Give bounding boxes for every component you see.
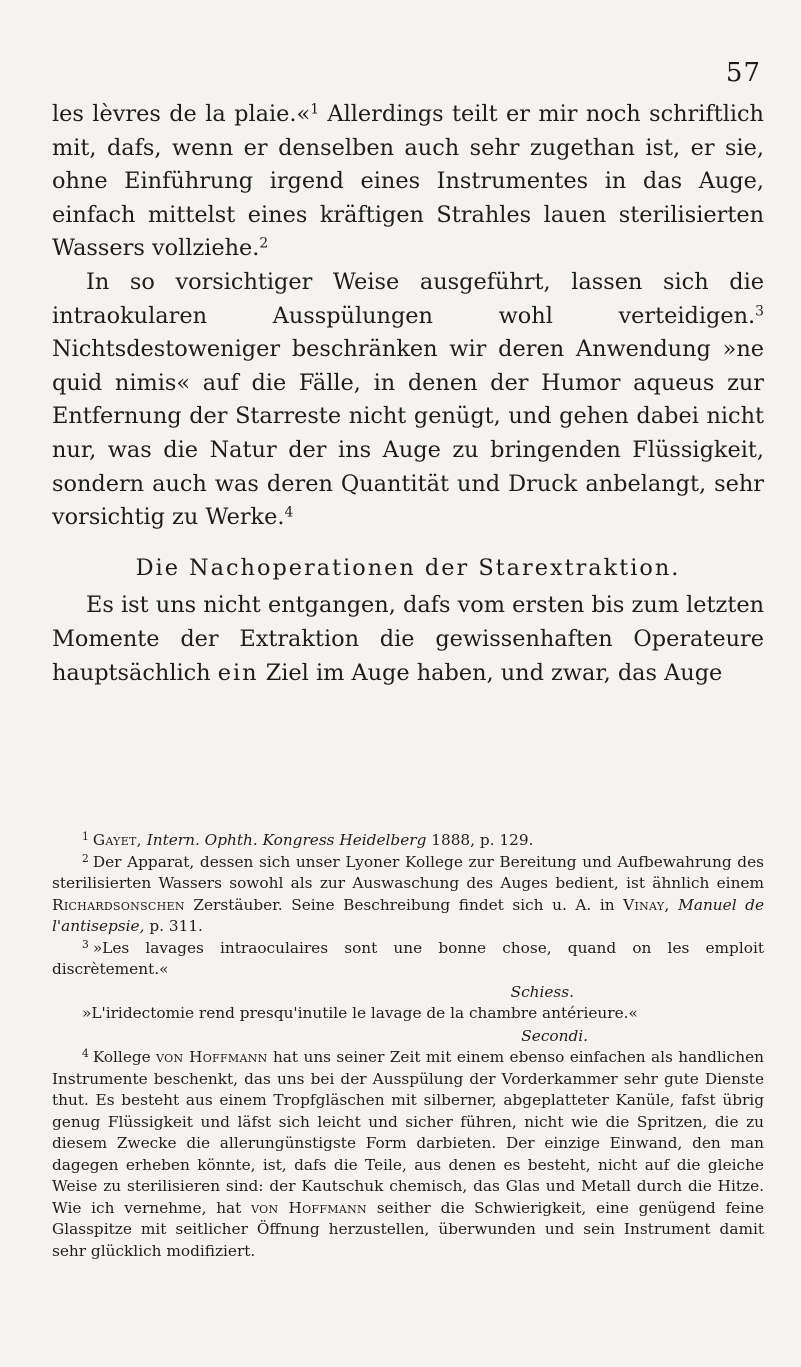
- section-heading: Die Nachoperationen der Starextraktion.: [135, 554, 681, 581]
- footnote-3-signature-1: Schiess.: [510, 982, 574, 1001]
- paragraph-1: les lèvres de la plaie.«$^1$ Allerdings teilt er mir noch schriftlich mit, dafs, wenn er denselben auch sehr zugethan ist, er sie, ohne Einführung irgend eines Instrumentes in das Auge, einfach mittelst eines kräftigen Strahles lauen sterilisierten Wassers vollziehe.$^2$: [52, 101, 764, 262]
- footnote-4: $^4$ Kollege von Hoffmann hat uns seiner Zeit mit einem ebenso einfachen als handlichen Instrumente beschenkt, das uns bei der Ausspülung der Vorderkammer sehr gute Dienste thut. Es besteht aus einem Tropfgläschen mit silberner, abgeplatteter Kanüle, fafst übrig genug Flüssigkeit und läfst sich leicht und sicher führen, nicht wie die Spritzen, die zu diesem Zwecke die allerungünstigste Form darbieten. Der einzige Einwand, den man dagegen erheben könnte, ist, dafs die Teile, aus denen es besteht, nicht auf die gleiche Weise zu sterilisieren sind: der Kautschuk chemisch, das Glas und Metall durch die Hitze. Wie ich vernehme, hat von Hoffmann seither die Schwierigkeit, eine genügend feine Glasspitze mit seitlicher Öffnung herzustellen, überwunden und sein Instrument damit sehr glücklich modifiziert.: [52, 1047, 764, 1260]
- main-text: [52, 98, 764, 690]
- paragraph-3: Es ist uns nicht entgangen, dafs vom ersten bis zum letzten Momente der Extraktion die gewissenhaften Operateure hauptsächlich ein Ziel im Auge haben, und zwar, das Auge: [52, 592, 764, 686]
- footnote-2: $^2$ Der Apparat, dessen sich unser Lyoner Kollege zur Bereitung und Aufbewahrung des sterilisierten Wassers sowohl als zur Auswaschung des Auges bedient, ist ähnlich einem Richardsonschen Zerstäuber. Seine Beschreibung findet sich u. A. in Vinay, Manuel de l'antisepsie, p. 311.: [52, 851, 764, 935]
- footnote-ref-2[interactable]: 2: [259, 235, 269, 252]
- footnote-ref-1[interactable]: 1: [310, 101, 320, 118]
- footnote-3-quote-2: »L'iridectomie rend presqu'inutile le lavage de la chambre antérieure.«: [82, 1004, 638, 1022]
- paragraph-2: In so vorsichtiger Weise ausgeführt, lassen sich die intraokularen Ausspülungen wohl verteidigen.$^3$ Nichtsdestoweniger beschränken wir deren Anwendung »ne quid nimis« auf die Fälle, in denen der Humor aqueus zur Entfernung der Starreste nicht genügt, und gehen dabei nicht nur, was die Natur der ins Auge zu bringenden Flüssigkeit, sondern auch was deren Quantität und Druck anbelangt, sehr vorsichtig zu Werke.$^4$: [52, 268, 764, 531]
- footnote-3: $^3$ »Les lavages intraoculaires sont une bonne chose, quand on les emploit discrètement.«: [52, 937, 764, 978]
- footnote-3-signature-2: Secondi.: [521, 1026, 588, 1045]
- footnotes: [52, 830, 764, 1262]
- footnote-1: $^1$ Gayet, Intern. Ophth. Kongress Heidelberg 1888, p. 129.: [82, 830, 534, 849]
- page-number: 57: [725, 58, 761, 88]
- footnote-ref-3[interactable]: 3: [755, 302, 764, 319]
- footnote-ref-4[interactable]: 4: [284, 504, 294, 521]
